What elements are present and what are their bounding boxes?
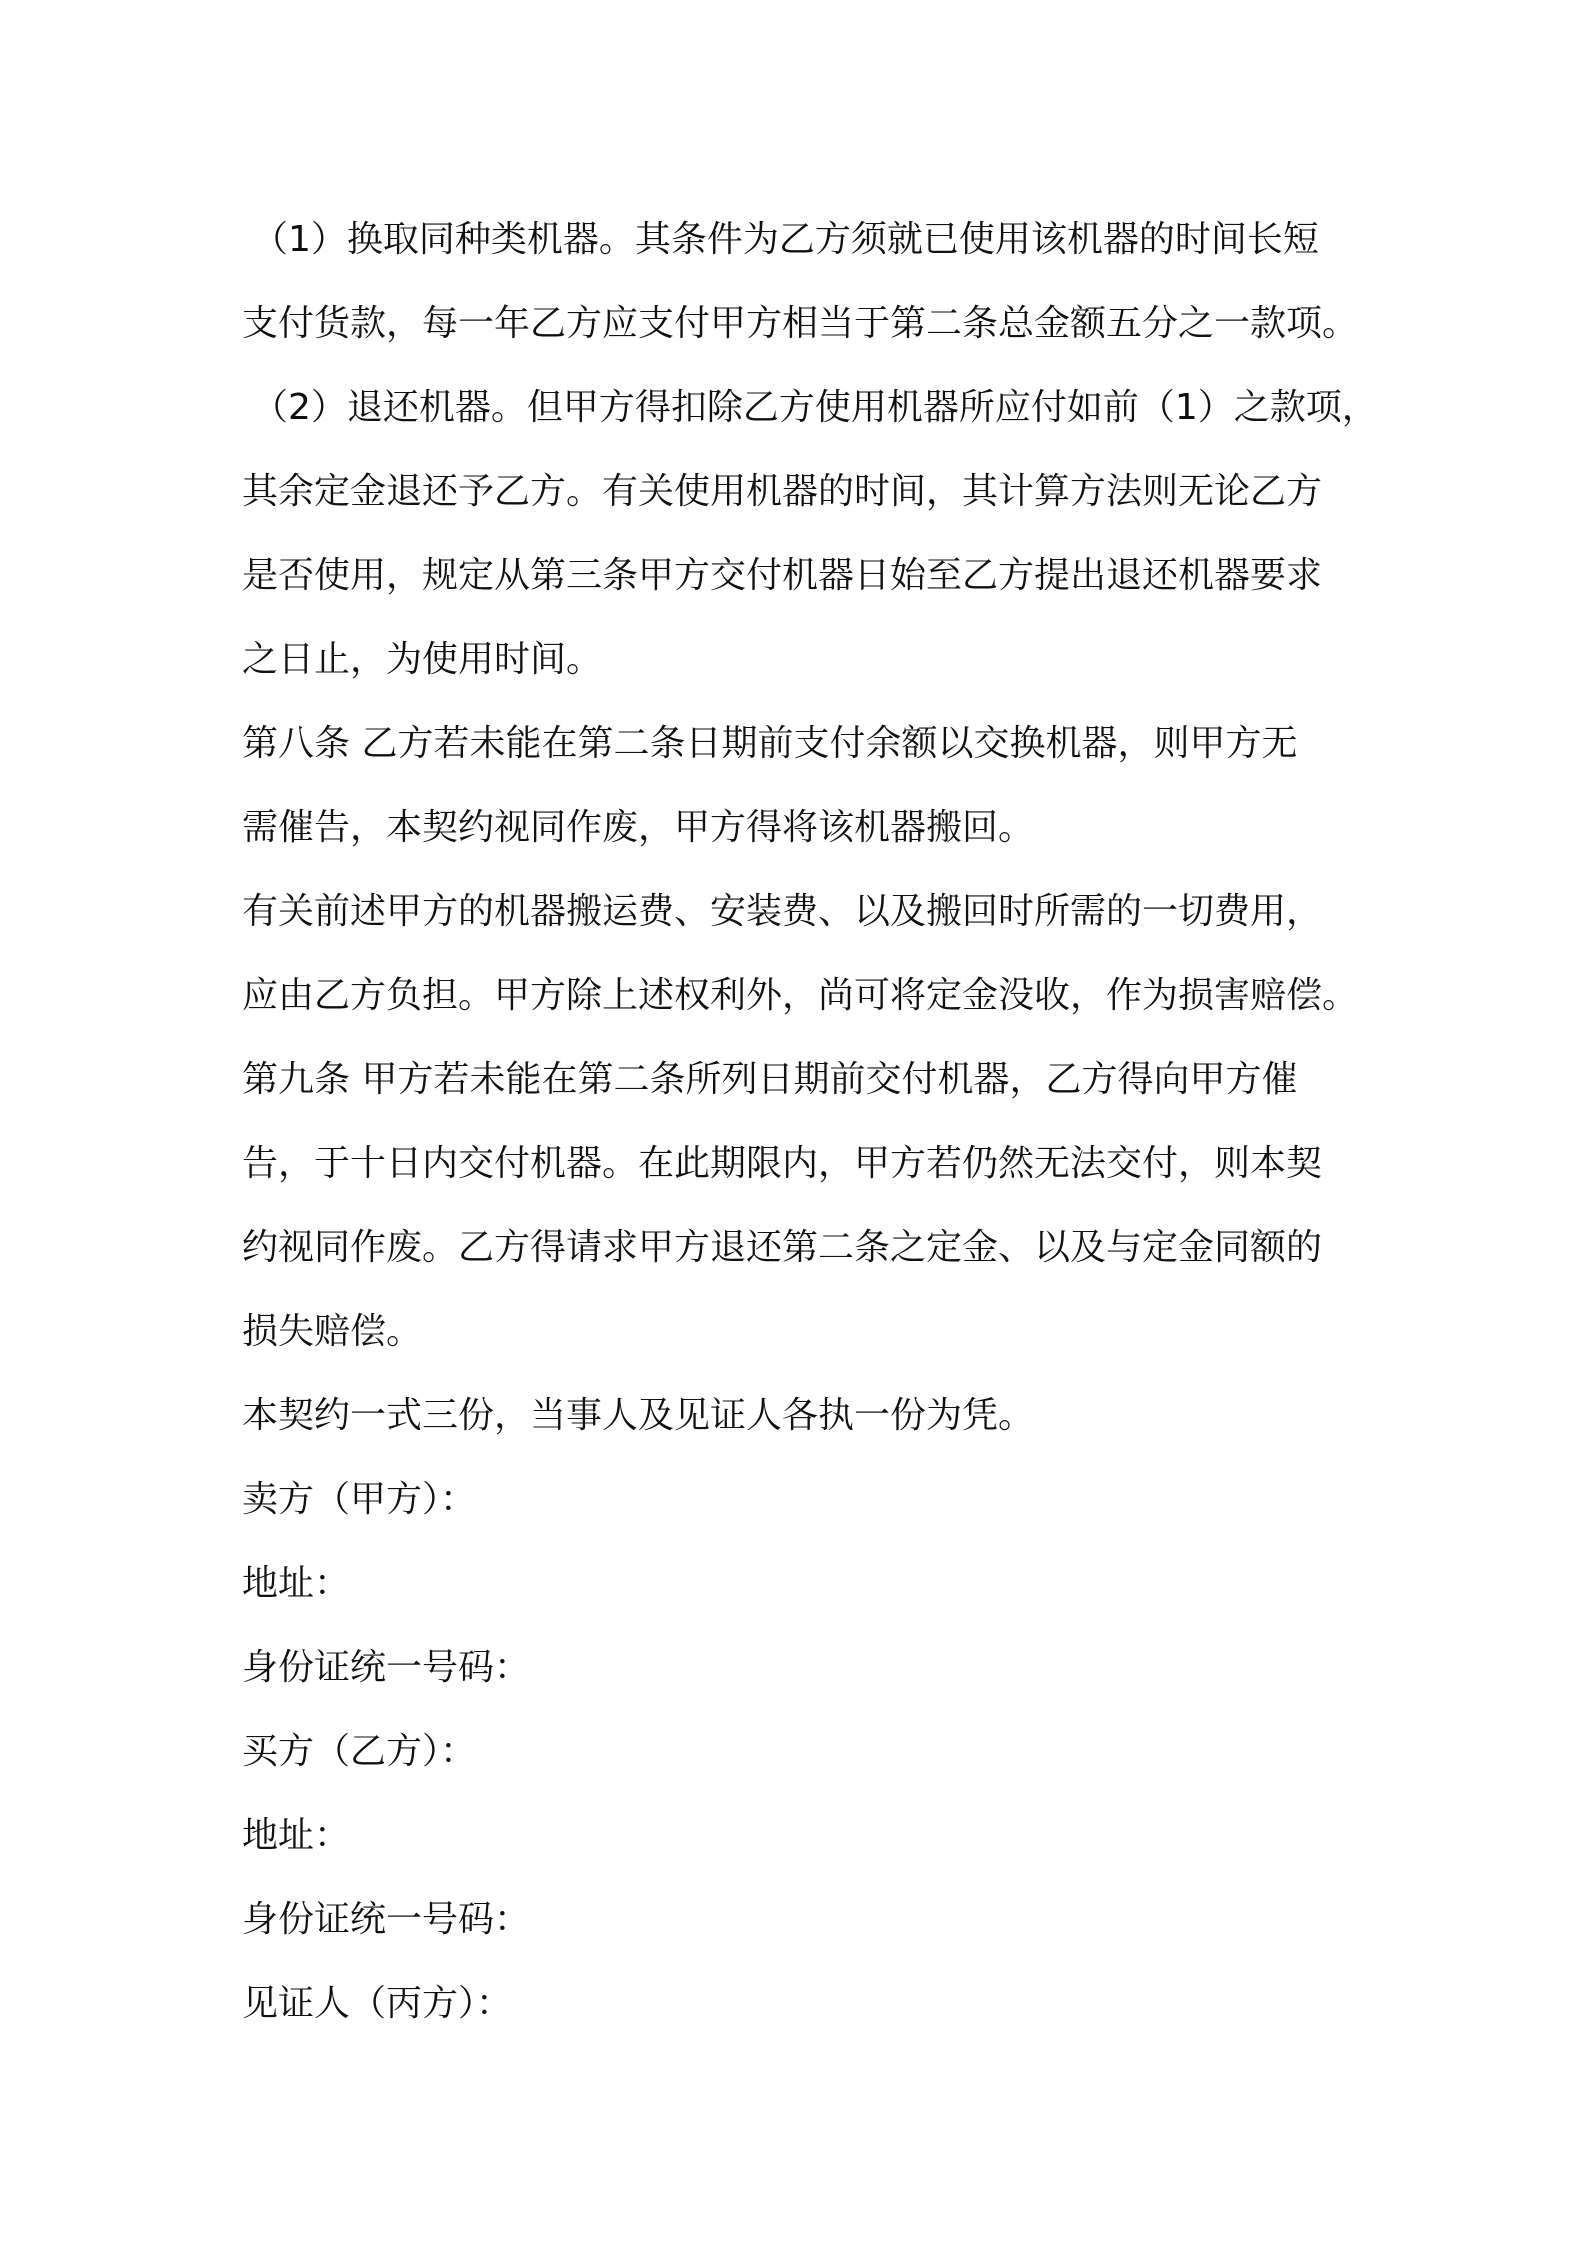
witness-label: 见证人（丙方）：: [242, 1983, 513, 2024]
clause-9-line-4: 损失赔偿。: [242, 1311, 423, 1352]
clause-9-line-2: 告，于十日内交付机器。在此期限内，甲方若仍然无法交付，则本契: [242, 1143, 1323, 1184]
clause-7-option-2-line-1: （2）退还机器。但甲方得扣除乙方使用机器所应付如前（1）之款项，: [252, 387, 1378, 428]
buyer-address-label: 地址：: [242, 1815, 351, 1856]
seller-address-label: 地址：: [242, 1563, 351, 1604]
clause-8-line-2: 需催告，本契约视同作废，甲方得将该机器搬回。: [242, 807, 1035, 848]
clause-8-line-1: 第八条 乙方若未能在第二条日期前支付余额以交换机器，则甲方无: [242, 723, 1298, 764]
clause-9-line-3: 约视同作废。乙方得请求甲方退还第二条之定金、以及与定金同额的: [242, 1227, 1323, 1268]
clause-7-option-1-line-2: 支付货款，每一年乙方应支付甲方相当于第二条总金额五分之一款项。: [242, 303, 1359, 344]
clause-7-option-1-line-1: （1）换取同种类机器。其条件为乙方须就已使用该机器的时间长短: [252, 219, 1319, 260]
clause-7-option-2-line-2: 其余定金退还予乙方。有关使用机器的时间，其计算方法则无论乙方: [242, 471, 1323, 512]
seller-id-label: 身份证统一号码：: [242, 1647, 531, 1688]
contract-text: [242, 198, 1378, 2046]
seller-label: 卖方（甲方）：: [242, 1479, 477, 1520]
clause-7-option-2-line-3: 是否使用，规定从第三条甲方交付机器日始至乙方提出退还机器要求: [242, 555, 1323, 596]
clause-7-option-2-line-4: 之日止，为使用时间。: [242, 639, 603, 680]
copies-statement: 本契约一式三份，当事人及见证人各执一份为凭。: [242, 1395, 1035, 1436]
clause-9-line-1: 第九条 甲方若未能在第二条所列日期前交付机器，乙方得向甲方催: [242, 1059, 1298, 1100]
buyer-id-label: 身份证统一号码：: [242, 1899, 531, 1940]
clause-8-costs-line-2: 应由乙方负担。甲方除上述权利外，尚可将定金没收，作为损害赔偿。: [242, 975, 1359, 1016]
buyer-label: 买方（乙方）：: [242, 1731, 477, 1772]
clause-8-costs-line-1: 有关前述甲方的机器搬运费、安装费、以及搬回时所需的一切费用，: [242, 891, 1323, 932]
